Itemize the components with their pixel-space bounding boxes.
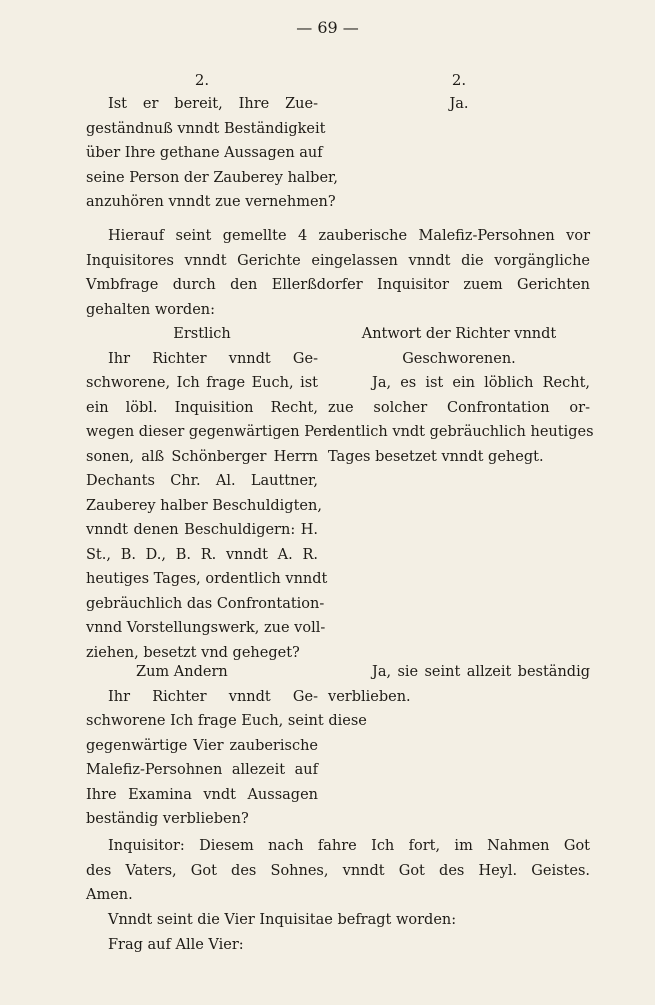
- text-line: Tages besetzet vnndt gehegt.: [328, 448, 544, 465]
- text-line: gebräuchlich das Confrontation-: [86, 595, 325, 612]
- text-line: Malefiz-Persohnen allezeit auf: [86, 762, 318, 778]
- text-line: dentlich vndt gebräuchlich heutiges: [328, 424, 594, 440]
- page-number: — 69 —: [296, 18, 359, 37]
- text-line: Ist er bereit, Ihre Zue-: [108, 96, 318, 112]
- text-line: Dechants Chr. Al. Lauttner,: [86, 473, 318, 489]
- heading-answer: Geschworenen.: [402, 350, 516, 367]
- question-2-left: [86, 68, 338, 215]
- text-line: Ihr Richter vnndt Ge-: [108, 350, 318, 367]
- answer-line: Ja.: [449, 96, 469, 112]
- heading-answer: Antwort der Richter vnndt: [361, 326, 557, 342]
- text-line: Inquisitor: Diesem nach fahre Ich fort, im Nahmen Got: [108, 838, 590, 854]
- text-line: Ja, sie seint allzeit beständig: [372, 664, 590, 680]
- text-line: Hierauf seint gemellte 4 zauberische Malefiz-Persohnen vor: [108, 228, 590, 244]
- text-line: heutiges Tages, ordentlich vnndt: [86, 571, 328, 587]
- text-line: Inquisitores vnndt Gerichte eingelassen vnndt die vorgängliche: [86, 252, 590, 269]
- text-line: Vnndt seint die Vier Inquisitae befragt worden:: [108, 912, 457, 928]
- second-question: [86, 660, 367, 832]
- section-number-left: 2.: [194, 71, 210, 89]
- second-answer: [328, 660, 590, 709]
- first-answer: [328, 322, 594, 469]
- heading-first: Erstlich: [173, 326, 231, 342]
- text-line: Frag auf Alle Vier:: [108, 936, 244, 953]
- heading-second: Zum Andern: [136, 664, 228, 680]
- text-line: des Vaters, Got des Sohnes, vnndt Got des Heyl. Geistes.: [86, 862, 590, 879]
- text-line: gehalten worden:: [86, 301, 215, 318]
- text-line: Vmbfrage durch den Ellerßdorfer Inquisitor zuem Gerichten: [86, 277, 590, 293]
- text-line: ziehen, besetzt vnd geheget?: [86, 644, 300, 661]
- section-number-right: 2.: [451, 71, 467, 89]
- text-line: wegen dieser gegenwärtigen Per-: [86, 424, 334, 440]
- text-line: vnndt denen Beschuldigern: H.: [86, 522, 318, 538]
- text-line: zue solcher Confrontation or-: [328, 399, 590, 416]
- text-line: Amen.: [86, 887, 133, 903]
- text-line: Ihr Richter vnndt Ge-: [108, 688, 318, 705]
- closing-paragraph: [86, 834, 590, 908]
- text-line: verblieben.: [328, 688, 411, 705]
- text-line: schworene, Ich frage Euch, ist: [86, 375, 318, 391]
- text-line: seine Person der Zauberey halber,: [86, 169, 338, 186]
- text-line: sonen, alß Schönberger Herrn: [86, 448, 318, 465]
- text-line: St., B. D., B. R. vnndt A. R.: [86, 546, 318, 563]
- text-line: beständig verblieben?: [86, 811, 249, 827]
- text-line: Zauberey halber Beschuldigten,: [86, 497, 322, 514]
- text-line: geständnuß vnndt Beständigkeit: [86, 120, 326, 137]
- text-line: Ja, es ist ein löblich Recht,: [372, 375, 590, 391]
- text-line: gegenwärtige Vier zauberische: [86, 737, 318, 754]
- question-2-right: [328, 68, 590, 117]
- text-line: Ihre Examina vndt Aussagen: [86, 786, 318, 803]
- first-question: [86, 322, 334, 665]
- final-lines: [86, 908, 590, 957]
- text-line: anzuhören vnndt zue vernehmen?: [86, 194, 336, 210]
- text-line: vnnd Vorstellungswerk, zue voll-: [86, 620, 326, 636]
- text-line: ein löbl. Inquisition Recht,: [86, 399, 318, 416]
- text-line: schworene Ich frage Euch, seint diese: [86, 713, 367, 729]
- text-line: über Ihre gethane Aussagen auf: [86, 145, 323, 161]
- intro-paragraph: [86, 224, 590, 322]
